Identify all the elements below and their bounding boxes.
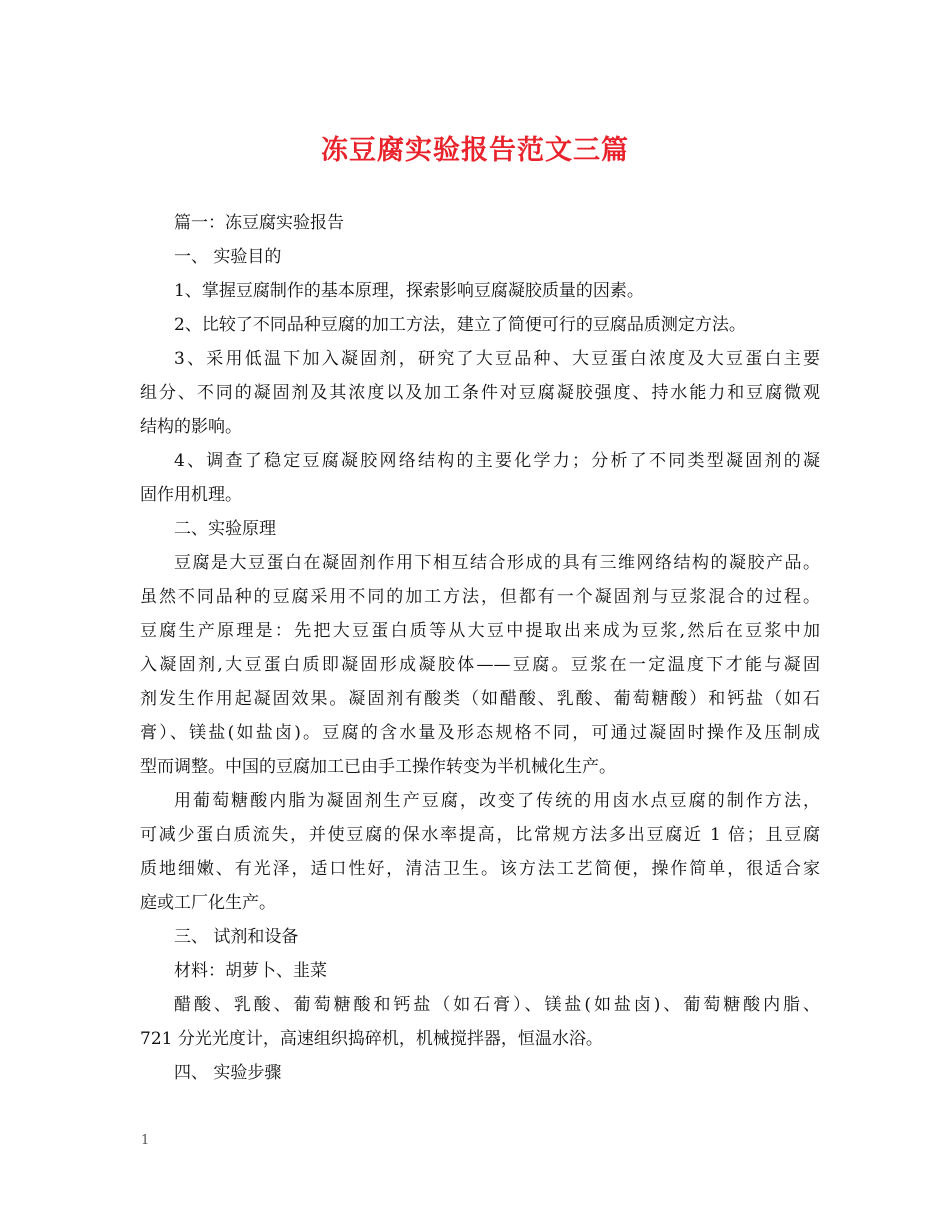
section-heading: 四、 实验步骤: [174, 1063, 282, 1083]
paragraph-line: 结构的影响。: [140, 417, 242, 437]
paragraph-line: 2、比较了不同品种豆腐的加工方法，建立了简便可行的豆腐品质测定方法。: [174, 315, 746, 335]
paragraph-line: 组分、不同的凝固剂及其浓度以及加工条件对豆腐凝胶强度、持水能力和豆腐微观: [140, 383, 820, 403]
section-heading: 二、实验原理: [174, 519, 276, 539]
paragraph-line: 豆腐是大豆蛋白在凝固剂作用下相互结合形成的具有三维网络结构的凝胶产品。: [174, 553, 820, 573]
paragraph-line: 材料：胡萝卜、韭菜: [174, 961, 327, 981]
paragraph-line: 醋酸、乳酸、葡萄糖酸和钙盐（如石膏）、镁盐(如盐卤)、葡萄糖酸内脂、: [174, 995, 820, 1015]
paragraph-line: 入凝固剂,大豆蛋白质即凝固形成凝胶体——豆腐。豆浆在一定温度下才能与凝固: [140, 655, 820, 675]
page-number: 1: [141, 1133, 150, 1148]
section-heading: 三、 试剂和设备: [174, 927, 299, 947]
paragraph-line: 用葡萄糖酸内脂为凝固剂生产豆腐，改变了传统的用卤水点豆腐的制作方法，: [174, 791, 820, 811]
paragraph-line: 剂发生作用起凝固效果。凝固剂有酸类（如醋酸、乳酸、葡萄糖酸）和钙盐（如石: [140, 689, 820, 709]
paragraph-line: 质地细嫩、有光泽，适口性好，清洁卫生。该方法工艺简便，操作简单，很适合家: [140, 859, 820, 879]
paragraph-line: 膏）、镁盐(如盐卤)。豆腐的含水量及形态规格不同，可通过凝固时操作及压制成: [140, 723, 820, 743]
paragraph-line: 庭或工厂化生产。: [140, 893, 276, 913]
paragraph-line: 4、调查了稳定豆腐凝胶网络结构的主要化学力；分析了不同类型凝固剂的凝: [174, 451, 820, 471]
paragraph-line: 1、掌握豆腐制作的基本原理，探索影响豆腐凝胶质量的因素。: [174, 281, 644, 301]
section-heading: 一、 实验目的: [174, 247, 282, 267]
paragraph-line: 豆腐生产原理是：先把大豆蛋白质等从大豆中提取出来成为豆浆,然后在豆浆中加: [140, 621, 820, 641]
paragraph-line: 3、采用低温下加入凝固剂，研究了大豆品种、大豆蛋白浓度及大豆蛋白主要: [174, 349, 820, 369]
paragraph-line: 固作用机理。: [140, 485, 242, 505]
section-heading: 篇一：冻豆腐实验报告: [174, 213, 344, 233]
paragraph-line: 721 分光光度计，高速组织捣碎机，机械搅拌器，恒温水浴。: [140, 1029, 603, 1049]
document-title: 冻豆腐实验报告范文三篇: [321, 135, 629, 166]
document-body: [140, 206, 820, 1090]
paragraph-line: 可减少蛋白质流失，并使豆腐的保水率提高，比常规方法多出豆腐近 1 倍；且豆腐: [140, 825, 820, 845]
paragraph-line: 型而调整。中国的豆腐加工已由手工操作转变为半机械化生产。: [140, 757, 616, 777]
paragraph-line: 虽然不同品种的豆腐采用不同的加工方法，但都有一个凝固剂与豆浆混合的过程。: [140, 587, 820, 607]
